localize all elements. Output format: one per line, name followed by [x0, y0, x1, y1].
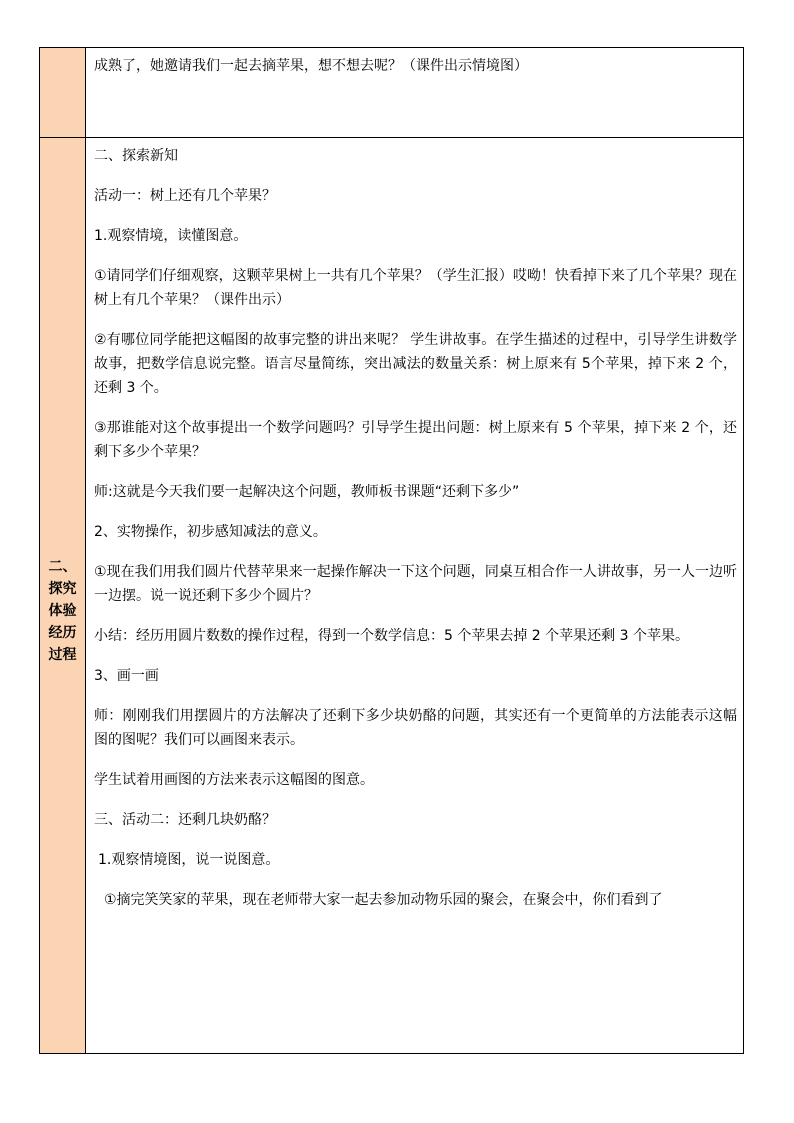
body-paragraph: 师:这就是今天我们要一起解决这个问题，教师板书课题“还剩下多少”: [94, 484, 520, 500]
step-heading: 1.观察情境，读懂图意。: [94, 228, 248, 244]
body-paragraph: 师：刚刚我们用摆圆片的方法解决了还剩下多少块奶酪的问题，其实还有一个更简单的方法能表示这幅图的图呢？我们可以画图来表示。: [94, 708, 737, 748]
body-paragraph: ②有哪位同学能把这幅图的故事完整的讲出来呢？ 学生讲故事。在学生描述的过程中，引导学生讲数学故事，把数学信息说完整。语言尽量简练，突出减法的数量关系：树上原来有 5个苹果，掉下来 2 个，还剩 3 个。: [94, 332, 737, 396]
body-paragraph: 学生试着用画图的方法来表示这幅图的图意。: [94, 772, 374, 788]
table-row: [40, 48, 744, 138]
stage-label-cell: [40, 138, 86, 1054]
stage-label-cell-empty: [40, 48, 86, 138]
body-paragraph: ①现在我们用我们圆片代替苹果来一起操作解决一下这个问题，同桌互相合作一人讲故事，另一人一边听一边摆。说一说还剩下多少个圆片？: [94, 564, 737, 604]
content-cell-intro: [86, 48, 744, 138]
body-paragraph: ③那谁能对这个故事提出一个数学问题吗？引导学生提出问题：树上原来有 5 个苹果，掉下来 2 个，还剩下多少个苹果？: [94, 420, 737, 460]
step-heading: 2、实物操作，初步感知减法的意义。: [94, 524, 327, 540]
body-paragraph: ①摘完笑笑家的苹果，现在老师带大家一起去参加动物乐园的聚会，在聚会中，你们看到了: [104, 892, 663, 908]
activity-heading: 活动一：树上还有几个苹果？: [94, 188, 276, 204]
summary-paragraph: 小结：经历用圆片数数的操作过程，得到一个数学信息：5 个苹果去掉 2 个苹果还剩 3 个苹果。: [94, 628, 689, 644]
step-heading: 3、画一画: [94, 668, 159, 684]
section-heading: 三、活动二：还剩几块奶酪？: [94, 812, 276, 828]
table-row: [40, 138, 744, 1054]
step-heading: 1.观察情境图，说一说图意。: [98, 852, 280, 868]
body-paragraph: ①请同学们仔细观察，这颗苹果树上一共有几个苹果？（学生汇报）哎呦！快看掉下来了几个苹果？现在树上有几个苹果？（课件出示）: [94, 268, 737, 308]
section-heading: 二、探索新知: [94, 148, 178, 164]
lesson-plan-table: [39, 47, 744, 1054]
intro-paragraph: 成熟了，她邀请我们一起去摘苹果，想不想去呢？（课件出示情境图）: [94, 58, 528, 74]
stage-label: 二、探究体验经历过程: [48, 558, 77, 663]
content-cell-main: [86, 138, 744, 1054]
lesson-content: [86, 138, 743, 912]
